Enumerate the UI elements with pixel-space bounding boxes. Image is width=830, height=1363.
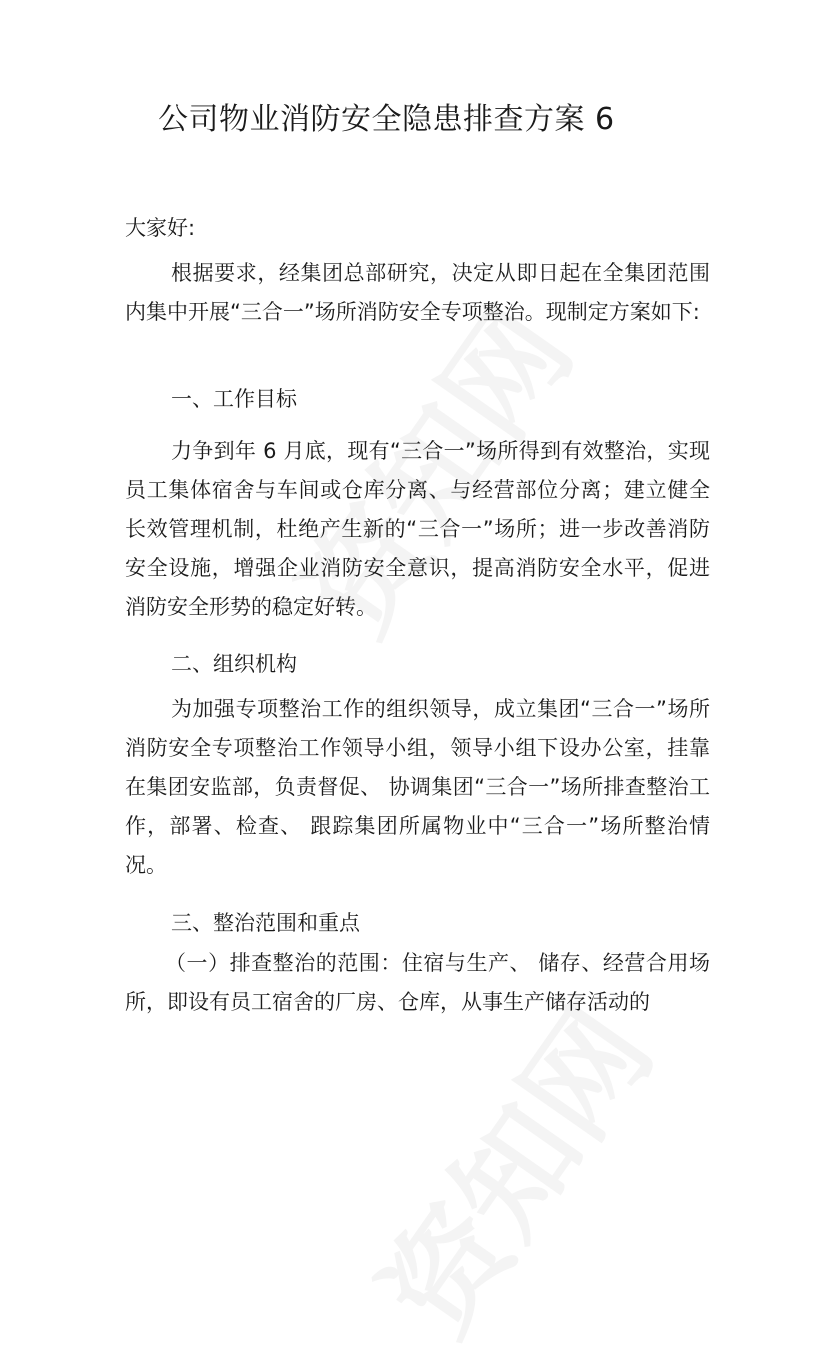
intro-paragraph: 根据要求，经集团总部研究，决定从即日起在全集团范围内集中开展“三合一”场所消防安全专项整治。现制定方案如下:	[125, 261, 710, 324]
section-body-organization: 为加强专项整治工作的组织领导，成立集团“三合一”场所消防安全专项整治工作领导小组，领导小组下设办公室，挂靠在集团安监部，负责督促、 协调集团“三合一”场所排查整治工作，部署、检查、 跟踪集团所属物业中“三合一”场所整治情况。	[125, 697, 710, 877]
watermark	[336, 969, 683, 1363]
section-heading-scope: 三、整治范围和重点	[171, 911, 360, 935]
section-item-scope-1: （一）排查整治的范围：住宿与生产、 储存、经营合用场所，即设有员工宿舍的厂房、仓库，从事生产储存活动的	[125, 951, 710, 1014]
page-title: 公司物业消防安全隐患排查方案 6	[158, 102, 615, 137]
greeting: 大家好:	[125, 216, 196, 240]
section-heading-organization: 二、组织机构	[171, 652, 297, 676]
section-body-goals: 力争到年 6 月底，现有“三合一”场所得到有效整治，实现员工集体宿舍与车间或仓库分离、与经营部位分离；建立健全长效管理机制，杜绝产生新的“三合一”场所；进一步改善消防安全设施，增强企业消防安全意识，提高消防安全水平，促进消防安全形势的稳定好转。	[125, 439, 710, 619]
section-heading-goals: 一、工作目标	[171, 387, 297, 411]
